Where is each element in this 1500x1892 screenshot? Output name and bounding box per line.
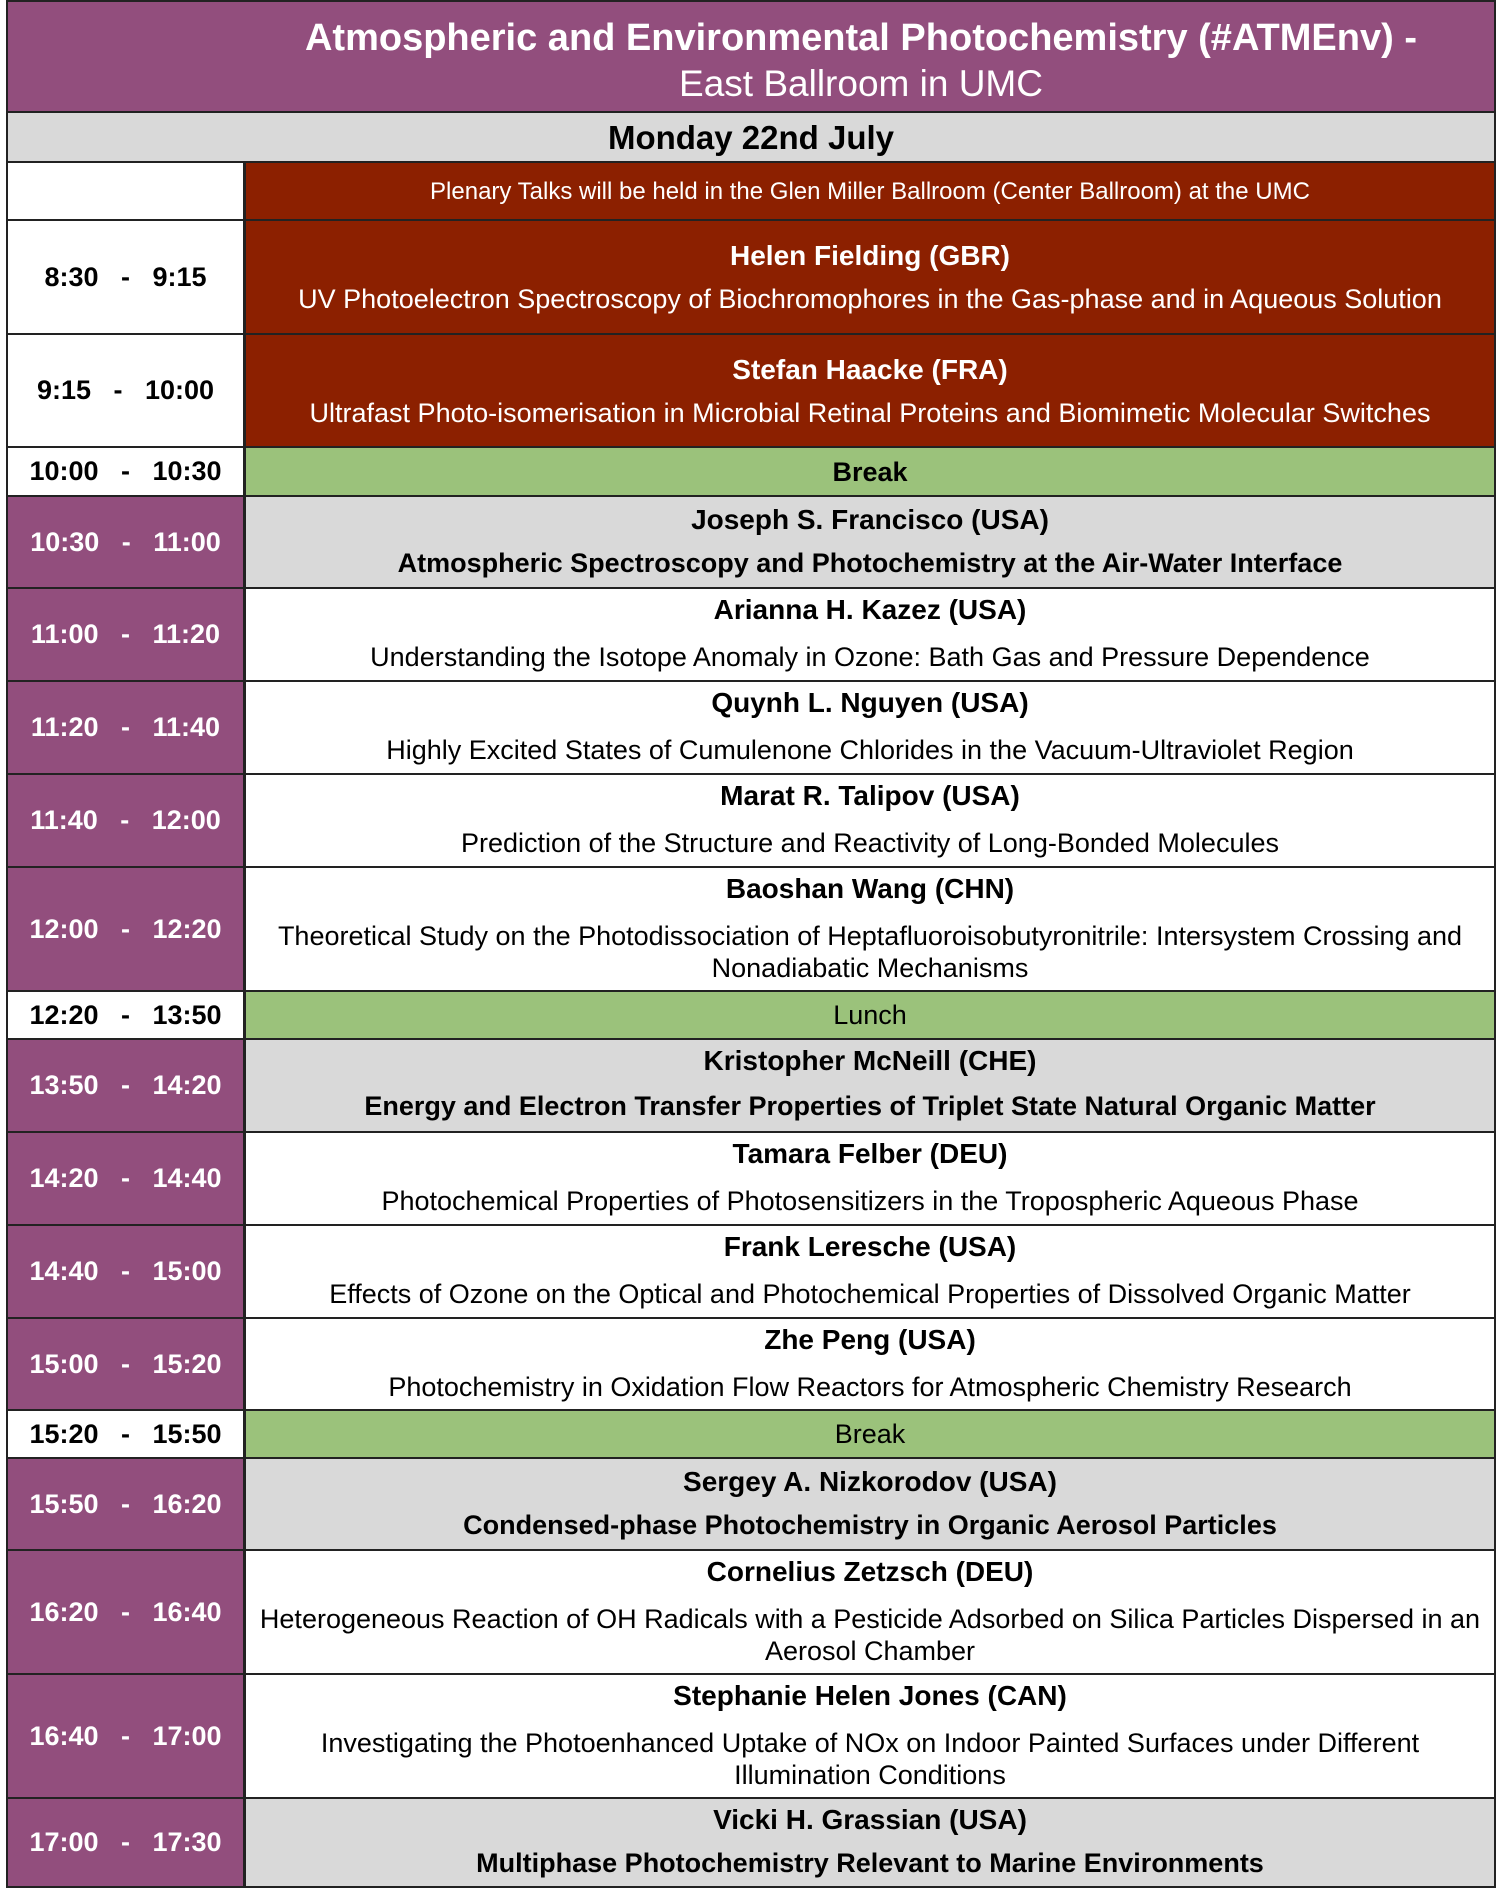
schedule-row [8,682,1494,775]
schedule-row [8,1133,1494,1226]
schedule-row [8,775,1494,868]
schedule-row [8,221,1494,335]
speaker-name: Vicki H. Grassian (USA) [713,1804,1027,1835]
time-slot: 17:00 - 17:30 [8,1799,246,1886]
schedule-table [6,0,1496,1888]
talk-title: Atmospheric Spectroscopy and Photochemistry at the Air-Water Interface [397,548,1343,578]
time-slot: 12:20 - 13:50 [8,992,246,1038]
schedule-row [8,1226,1494,1319]
schedule-row [8,868,1494,992]
talk-title: Ultrafast Photo-isomerisation in Microbial Retinal Proteins and Biomimetic Molecular Switches [309,398,1431,428]
speaker-name: Tamara Felber (DEU) [732,1138,1008,1169]
talk-title: Energy and Electron Transfer Properties of Triplet State Natural Organic Matter [364,1091,1376,1121]
schedule-row [8,1551,1494,1675]
talk-cell [246,335,1494,446]
talk-title: Condensed-phase Photochemistry in Organic Aerosol Particles [463,1510,1277,1540]
speaker-name: Frank Leresche (USA) [723,1231,1017,1262]
time-slot: 13:50 - 14:20 [8,1040,246,1131]
talk-title: Heterogeneous Reaction of OH Radicals with a Pesticide Adsorbed on Silica Particles Dispersed in an Aerosol Chamber [259,1604,1481,1666]
talk-cell [246,775,1494,866]
speaker-name: Helen Fielding (GBR) [730,240,1010,271]
session-header [8,2,1494,113]
speaker-name: Kristopher McNeill (CHE) [703,1045,1037,1076]
talk-cell [246,221,1494,333]
break-label: Break [832,456,908,487]
speaker-name: Joseph S. Francisco (USA) [691,504,1049,535]
talk-title: Investigating the Photoenhanced Uptake of NOx on Indoor Painted Surfaces under Different Illumination Conditions [320,1728,1420,1790]
schedule-row [8,335,1494,448]
time-slot: 12:00 - 12:20 [8,868,246,990]
talk-cell [246,682,1494,773]
plenary-note-text: Plenary Talks will be held in the Glen Miller Ballroom (Center Ballroom) at the UMC [430,178,1310,205]
time-slot: 10:30 - 11:00 [8,497,246,587]
talk-cell [246,1459,1494,1549]
talk-title: Photochemistry in Oxidation Flow Reactors for Atmospheric Chemistry Research [388,1372,1352,1402]
time-slot-empty [8,163,246,219]
schedule-break-row [8,1411,1494,1459]
speaker-name: Arianna H. Kazez (USA) [713,594,1027,625]
break-cell [246,448,1494,495]
talk-cell [246,1319,1494,1409]
schedule-row [8,1319,1494,1411]
speaker-name: Stefan Haacke (FRA) [732,354,1008,385]
talk-title: Understanding the Isotope Anomaly in Ozone: Bath Gas and Pressure Dependence [370,642,1370,672]
talk-title: Prediction of the Structure and Reactivity of Long-Bonded Molecules [461,828,1279,858]
time-slot: 9:15 - 10:00 [8,335,246,446]
time-slot: 11:20 - 11:40 [8,682,246,773]
time-slot: 8:30 - 9:15 [8,221,246,333]
schedule-row [8,589,1494,682]
plenary-note-row [8,163,1494,221]
talk-cell [246,1040,1494,1131]
talk-cell [246,1675,1494,1797]
break-label: Break [834,1419,906,1449]
time-slot: 10:00 - 10:30 [8,448,246,495]
speaker-name: Baoshan Wang (CHN) [725,873,1015,904]
time-slot: 15:50 - 16:20 [8,1459,246,1549]
break-cell [246,992,1494,1038]
schedule-row [8,497,1494,589]
time-slot: 16:40 - 17:00 [8,1675,246,1797]
talk-cell [246,497,1494,587]
time-slot: 16:20 - 16:40 [8,1551,246,1673]
time-slot: 11:40 - 12:00 [8,775,246,866]
schedule-row [8,1459,1494,1551]
speaker-name: Zhe Peng (USA) [764,1324,976,1355]
schedule-break-row [8,992,1494,1040]
schedule-break-row [8,448,1494,497]
talk-cell [246,1799,1494,1886]
talk-cell [246,868,1494,990]
time-slot: 11:00 - 11:20 [8,589,246,680]
schedule-row [8,1040,1494,1133]
session-venue: East Ballroom in UMC [679,63,1043,104]
session-title: Atmospheric and Environmental Photochemistry (#ATMEnv) - [304,17,1417,59]
talk-title: Highly Excited States of Cumulenone Chlorides in the Vacuum-Ultraviolet Region [386,735,1354,765]
talk-cell [246,1551,1494,1673]
time-slot: 15:00 - 15:20 [8,1319,246,1409]
talk-title: Theoretical Study on the Photodissociation of Heptafluoroisobutyronitrile: Intersystem Crossing and Nonadiabatic Mechanisms [277,921,1463,983]
time-slot: 15:20 - 15:50 [8,1411,246,1457]
time-slot: 14:40 - 15:00 [8,1226,246,1317]
speaker-name: Quynh L. Nguyen (USA) [711,687,1029,718]
talk-cell [246,589,1494,680]
speaker-name: Marat R. Talipov (USA) [720,780,1020,811]
talk-title: Multiphase Photochemistry Relevant to Marine Environments [476,1848,1264,1878]
schedule-row [8,1675,1494,1799]
talk-cell [246,1133,1494,1224]
talk-title: Photochemical Properties of Photosensitizers in the Tropospheric Aqueous Phase [381,1186,1359,1216]
talk-title: Effects of Ozone on the Optical and Photochemical Properties of Dissolved Organic Matter [329,1279,1411,1309]
talk-cell [246,1226,1494,1317]
plenary-note [246,163,1494,219]
schedule-row [8,1799,1494,1888]
day-heading: Monday 22nd July [8,113,1494,163]
break-label: Lunch [833,1000,907,1030]
speaker-name: Cornelius Zetzsch (DEU) [706,1556,1034,1587]
break-cell [246,1411,1494,1457]
talk-title: UV Photoelectron Spectroscopy of Biochromophores in the Gas-phase and in Aqueous Solution [298,284,1442,314]
speaker-name: Sergey A. Nizkorodov (USA) [683,1466,1057,1497]
speaker-name: Stephanie Helen Jones (CAN) [673,1680,1067,1711]
time-slot: 14:20 - 14:40 [8,1133,246,1224]
